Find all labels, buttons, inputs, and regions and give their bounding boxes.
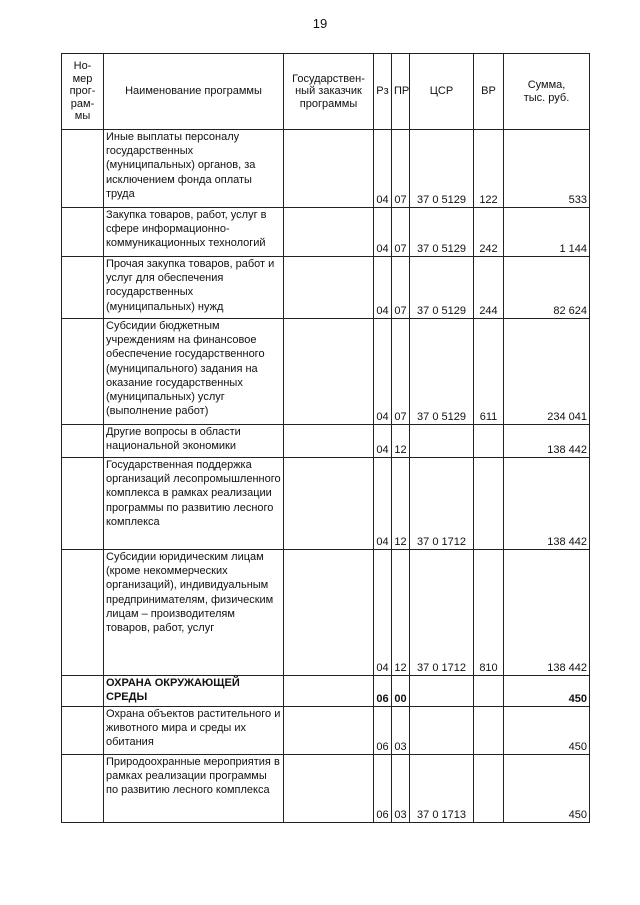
header-sum: Сумма, тыс. руб. [504, 54, 590, 130]
cell-program-number [62, 707, 104, 755]
table-row [62, 755, 590, 823]
cell-program-number [62, 755, 104, 823]
cell-pr: 07 [392, 319, 410, 425]
cell-sum: 533 [504, 130, 590, 208]
cell-csr: 37 0 5129 [410, 208, 474, 257]
cell-program-number [62, 458, 104, 550]
cell-sum: 450 [504, 676, 590, 707]
cell-pr: 12 [392, 425, 410, 458]
cell-pr: 00 [392, 676, 410, 707]
cell-rz: 04 [374, 425, 392, 458]
page-number: 19 [312, 16, 328, 31]
cell-rz: 06 [374, 755, 392, 823]
cell-rz: 06 [374, 676, 392, 707]
cell-customer [284, 707, 374, 755]
table-row-section-header [62, 676, 590, 707]
cell-program-number [62, 550, 104, 676]
cell-program-name: Иные выплаты персоналу государственных (муниципальных) органов, за исключением фонда оплаты труда [104, 130, 284, 208]
cell-rz: 04 [374, 319, 392, 425]
cell-csr: 37 0 1712 [410, 458, 474, 550]
cell-customer [284, 458, 374, 550]
cell-program-name: Природоохранные мероприятия в рамках реализации программы по развитию лесного комплекса [104, 755, 284, 823]
cell-program-number [62, 208, 104, 257]
cell-customer [284, 676, 374, 707]
cell-sum: 450 [504, 755, 590, 823]
header-csr: ЦСР [410, 54, 474, 130]
table-row [62, 458, 590, 550]
cell-vr [474, 425, 504, 458]
header-rz: Рз [374, 54, 392, 130]
cell-rz: 04 [374, 550, 392, 676]
cell-sum: 82 624 [504, 257, 590, 319]
cell-csr [410, 676, 474, 707]
header-customer: Государствен- ный заказчик программы [284, 54, 374, 130]
cell-csr: 37 0 1713 [410, 755, 474, 823]
cell-program-name: ОХРАНА ОКРУЖАЮЩЕЙ СРЕДЫ [104, 676, 284, 707]
cell-vr [474, 458, 504, 550]
table-row [62, 208, 590, 257]
cell-sum: 450 [504, 707, 590, 755]
cell-customer [284, 257, 374, 319]
cell-vr: 122 [474, 130, 504, 208]
cell-program-name: Охрана объектов растительного и животного мира и среды их обитания [104, 707, 284, 755]
cell-csr [410, 707, 474, 755]
header-vr: ВР [474, 54, 504, 130]
cell-vr: 810 [474, 550, 504, 676]
header-program-name: Наименование программы [104, 54, 284, 130]
cell-pr: 07 [392, 130, 410, 208]
table-header-row [62, 54, 590, 130]
cell-customer [284, 319, 374, 425]
cell-csr: 37 0 5129 [410, 257, 474, 319]
table-row [62, 130, 590, 208]
cell-vr: 611 [474, 319, 504, 425]
table-row [62, 707, 590, 755]
cell-program-name: Субсидии бюджетным учреждениям на финансовое обеспечение государственного (муниципального) задания на оказание государственных (муниципальных) услуг (выполнение работ) [104, 319, 284, 425]
cell-sum: 138 442 [504, 458, 590, 550]
table-row [62, 257, 590, 319]
cell-csr: 37 0 5129 [410, 130, 474, 208]
cell-pr: 07 [392, 208, 410, 257]
cell-customer [284, 208, 374, 257]
cell-program-name: Субсидии юридическим лицам (кроме некоммерческих организаций), индивидуальным предпринимателям, физическим лицам – производителям товаров, работ, услуг [104, 550, 284, 676]
cell-program-number [62, 319, 104, 425]
table-row [62, 319, 590, 425]
cell-sum: 234 041 [504, 319, 590, 425]
cell-vr [474, 676, 504, 707]
cell-pr: 07 [392, 257, 410, 319]
cell-vr [474, 707, 504, 755]
cell-customer [284, 425, 374, 458]
table-row [62, 425, 590, 458]
cell-program-name: Другие вопросы в области национальной экономики [104, 425, 284, 458]
cell-pr: 12 [392, 550, 410, 676]
cell-program-number [62, 676, 104, 707]
cell-sum: 1 144 [504, 208, 590, 257]
cell-rz: 06 [374, 707, 392, 755]
cell-vr [474, 755, 504, 823]
budget-table [61, 53, 590, 823]
cell-pr: 12 [392, 458, 410, 550]
cell-program-number [62, 130, 104, 208]
cell-csr [410, 425, 474, 458]
cell-program-number [62, 257, 104, 319]
header-pr: ПР [392, 54, 410, 130]
cell-sum: 138 442 [504, 425, 590, 458]
cell-program-name: Государственная поддержка организаций лесопромышленного комплекса в рамках реализации программы по развитию лесного комплекса [104, 458, 284, 550]
cell-vr: 242 [474, 208, 504, 257]
cell-customer [284, 550, 374, 676]
cell-pr: 03 [392, 755, 410, 823]
header-program-number: Но- мер прог- рам- мы [62, 54, 104, 130]
cell-csr: 37 0 1712 [410, 550, 474, 676]
cell-customer [284, 130, 374, 208]
table-row [62, 550, 590, 676]
cell-program-name: Закупка товаров, работ, услуг в сфере информационно-коммуникационных технологий [104, 208, 284, 257]
cell-rz: 04 [374, 130, 392, 208]
cell-program-name: Прочая закупка товаров, работ и услуг для обеспечения государственных (муниципальных) нужд [104, 257, 284, 319]
cell-rz: 04 [374, 208, 392, 257]
cell-pr: 03 [392, 707, 410, 755]
cell-rz: 04 [374, 257, 392, 319]
cell-rz: 04 [374, 458, 392, 550]
cell-sum: 138 442 [504, 550, 590, 676]
cell-csr: 37 0 5129 [410, 319, 474, 425]
cell-program-number [62, 425, 104, 458]
cell-vr: 244 [474, 257, 504, 319]
cell-customer [284, 755, 374, 823]
